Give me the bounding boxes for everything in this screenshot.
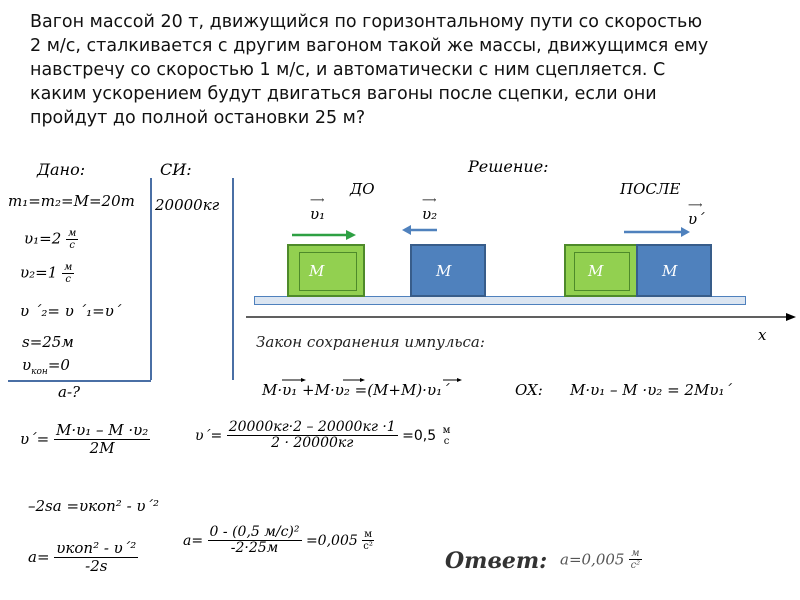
acceleration-numeric-fraction: $\frac{\text{0 - (0,5 м/с)²}}{-2\cdot 25м}$ xyxy=(209,524,300,557)
arrow-v2 xyxy=(402,225,437,235)
wagon-2-before xyxy=(410,244,486,297)
vprime-numeric-fraction: $\frac{20000кг\cdot 2 - 20000кг \cdot 1}{2 \cdot 20000кг}$ xyxy=(228,419,396,452)
acceleration-numeric: a= $\frac{\text{0 - (0,5 м/с)²}}{-2\cdot 25м}$ =0,005 $\frac{м}{\text{с²}}$ xyxy=(183,524,373,557)
given-distance: s=25м xyxy=(22,333,74,351)
answer-unit: $\frac{м}{\text{с²}}$ xyxy=(630,548,641,571)
given-v1-value: υ₁=2 xyxy=(24,229,62,248)
vprime-numeric: υ´= $\frac{20000кг\cdot 2 - 20000кг \cdot 1}{2 \cdot 20000кг}$ =0,5 м с xyxy=(195,419,451,452)
given-header: Дано: xyxy=(37,160,86,179)
given-v1-unit: $\frac{м}{с}$ xyxy=(68,228,77,251)
given-find: a-? xyxy=(58,383,81,401)
vprime-formula: υ´= $\frac{\text{M·υ₁ – M ·υ₂}}{2M}$ xyxy=(20,421,149,457)
answer-value: a=0,005 $\frac{м}{\text{с²}}$ xyxy=(560,548,641,571)
given-vprime: υ ´₂= υ ´₁=υ´ xyxy=(20,302,122,320)
problem-line-5: пройдут до полной остановки 25 м? xyxy=(30,108,366,128)
vprime-fraction: $\frac{\text{M·υ₁ – M ·υ₂}}{2M}$ xyxy=(55,421,149,457)
given-v2-value: υ₂=1 xyxy=(20,263,58,282)
wagon-1-after xyxy=(564,244,638,297)
acceleration-formula: a= $\frac{\text{υкоп² - υ´²}}{-2s}$ xyxy=(28,539,137,575)
after-label: ПОСЛЕ xyxy=(620,180,681,198)
answer-label: Ответ: xyxy=(445,548,548,574)
wagon-2-label: M xyxy=(436,262,452,280)
problem-line-4: каким ускорением будут двигаться вагоны после сцепки, если они xyxy=(30,84,657,104)
ox-equation: M·υ₁ – M ·υ₂ = 2Mυ₁´ xyxy=(570,381,732,399)
kinematic-equation: –2sa =υкоп² - υ´² xyxy=(28,497,160,515)
given-masses: m₁=m₂=M=20т xyxy=(8,192,135,210)
arrow-v1 xyxy=(292,230,356,240)
given-v2-unit: $\frac{м}{с}$ xyxy=(64,262,73,285)
rail-track xyxy=(254,296,746,305)
momentum-law-title: Закон сохранения импульса: xyxy=(256,333,485,351)
si-header: СИ: xyxy=(160,160,192,179)
solution-header: Решение: xyxy=(468,157,549,176)
wagon-1-before xyxy=(287,244,365,297)
problem-line-1: Вагон массой 20 т, движущийся по горизонтальному пути со скоростью xyxy=(30,12,703,32)
axis-x-label: x xyxy=(758,326,767,344)
v2-vector-label: ⟶ υ₂ xyxy=(422,195,438,223)
wagon-2-after-label: M xyxy=(662,262,678,280)
problem-line-2: 2 м/с, сталкивается с другим вагоном такой же массы, движущимся ему xyxy=(30,36,709,56)
acceleration-unit: $\frac{м}{\text{с²}}$ xyxy=(363,529,373,553)
acceleration-fraction: $\frac{\text{υкоп² - υ´²}}{-2s}$ xyxy=(56,539,137,575)
ox-label: OX: xyxy=(515,381,543,399)
x-axis xyxy=(246,313,796,321)
wagon-1-after-label: M xyxy=(588,262,604,280)
v1-vector-label: ⟶ υ₁ xyxy=(310,195,326,223)
before-label: ДО xyxy=(350,180,375,198)
vprime-unit: м с xyxy=(442,424,451,447)
wagon-2-after xyxy=(636,244,712,297)
si-mass: 20000кг xyxy=(155,196,220,214)
wagon-1-label: M xyxy=(309,262,325,280)
vprime-vector-label: ⟶ υ´ xyxy=(688,200,705,228)
problem-line-3: навстречу со скоростью 1 м/с, и автоматически с ним сцепляется. С xyxy=(30,60,666,80)
given-v-end: $\upsilon_{кон}=0$ xyxy=(22,356,70,377)
arrow-vprime xyxy=(624,227,690,237)
momentum-equation: M·υ₁ +M·υ₂ =(M+M)·υ₁´ xyxy=(262,381,450,399)
